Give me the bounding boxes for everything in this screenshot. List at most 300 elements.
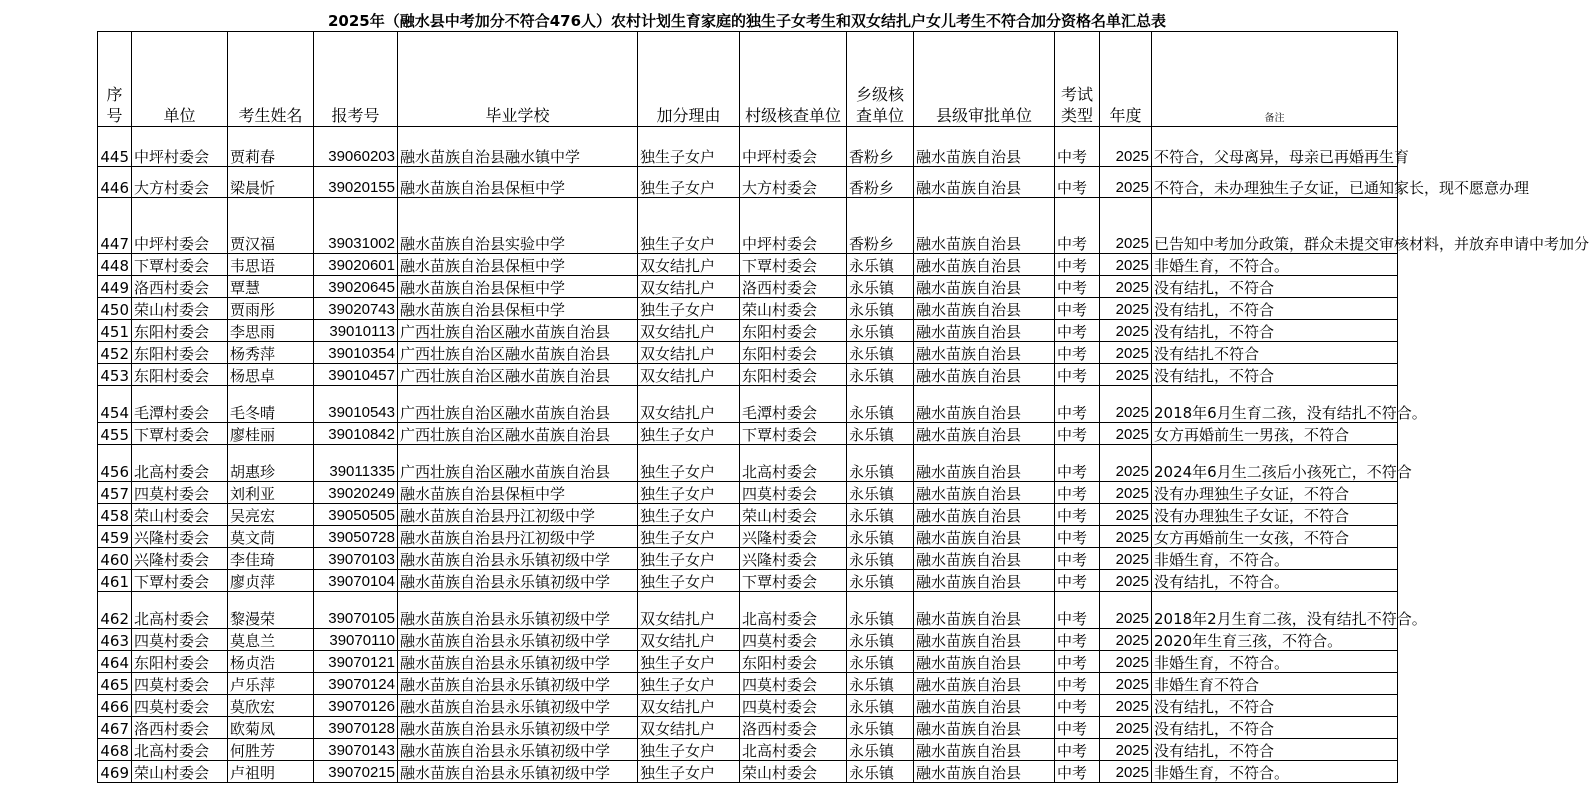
row-township: 永乐镇	[847, 386, 914, 423]
row-unit: 毛潭村委会	[132, 386, 228, 423]
row-county: 融水苗族自治县	[914, 629, 1055, 651]
row-exam-no: 39010113	[314, 320, 398, 342]
table-row	[98, 127, 1398, 167]
row-type: 中考	[1055, 526, 1100, 548]
row-village: 四莫村委会	[740, 695, 847, 717]
row-reason: 双女结扎户	[638, 320, 740, 342]
row-school: 广西壮族自治区融水苗族自治县	[398, 386, 638, 423]
table-row	[98, 167, 1398, 198]
row-type: 中考	[1055, 364, 1100, 386]
row-township: 永乐镇	[847, 739, 914, 761]
row-unit: 东阳村委会	[132, 320, 228, 342]
row-exam-no: 39070143	[314, 739, 398, 761]
table-row	[98, 548, 1398, 570]
row-no: 462	[98, 592, 132, 629]
table-row	[98, 717, 1398, 739]
row-name: 胡惠珍	[228, 445, 314, 482]
row-county: 融水苗族自治县	[914, 739, 1055, 761]
row-type: 中考	[1055, 423, 1100, 445]
row-note: 2018年2月生育二孩，没有结扎不符合。	[1152, 592, 1398, 629]
row-village: 四莫村委会	[740, 482, 847, 504]
row-no: 453	[98, 364, 132, 386]
row-name: 韦思语	[228, 254, 314, 276]
row-exam-no: 39070126	[314, 695, 398, 717]
row-year: 2025	[1100, 167, 1152, 198]
row-reason: 独生子女户	[638, 127, 740, 167]
row-county: 融水苗族自治县	[914, 445, 1055, 482]
row-township: 永乐镇	[847, 673, 914, 695]
row-no: 463	[98, 629, 132, 651]
row-exam-no: 39070105	[314, 592, 398, 629]
row-year: 2025	[1100, 673, 1152, 695]
row-village: 北高村委会	[740, 592, 847, 629]
row-name: 杨秀萍	[228, 342, 314, 364]
row-school: 融水苗族自治县融水镇中学	[398, 127, 638, 167]
row-school: 融水苗族自治县丹江初级中学	[398, 504, 638, 526]
row-note: 非婚生育，不符合。	[1152, 548, 1398, 570]
row-county: 融水苗族自治县	[914, 651, 1055, 673]
row-year: 2025	[1100, 276, 1152, 298]
row-village: 洛西村委会	[740, 717, 847, 739]
row-township: 永乐镇	[847, 423, 914, 445]
row-village: 荣山村委会	[740, 761, 847, 783]
row-township: 永乐镇	[847, 298, 914, 320]
row-year: 2025	[1100, 254, 1152, 276]
row-name: 贾汉福	[228, 198, 314, 254]
row-name: 廖贞萍	[228, 570, 314, 592]
row-township: 香粉乡	[847, 127, 914, 167]
row-year: 2025	[1100, 320, 1152, 342]
row-no: 454	[98, 386, 132, 423]
row-township: 香粉乡	[847, 167, 914, 198]
table-row	[98, 364, 1398, 386]
row-year: 2025	[1100, 364, 1152, 386]
row-unit: 洛西村委会	[132, 276, 228, 298]
row-village: 兴隆村委会	[740, 548, 847, 570]
row-reason: 双女结扎户	[638, 364, 740, 386]
row-note: 不符合，未办理独生子女证，已通知家长，现不愿意办理	[1152, 167, 1398, 198]
row-reason: 双女结扎户	[638, 342, 740, 364]
row-exam-no: 39020249	[314, 482, 398, 504]
row-year: 2025	[1100, 342, 1152, 364]
row-year: 2025	[1100, 592, 1152, 629]
row-unit: 北高村委会	[132, 445, 228, 482]
row-school: 融水苗族自治县保桓中学	[398, 276, 638, 298]
row-year: 2025	[1100, 570, 1152, 592]
row-exam-no: 39070215	[314, 761, 398, 783]
row-note: 没有结扎，不符合	[1152, 276, 1398, 298]
row-type: 中考	[1055, 629, 1100, 651]
header-exam-no: 报考号	[314, 32, 398, 127]
row-reason: 双女结扎户	[638, 276, 740, 298]
row-exam-no: 39010354	[314, 342, 398, 364]
table-row	[98, 198, 1398, 254]
row-exam-no: 39011335	[314, 445, 398, 482]
row-no: 451	[98, 320, 132, 342]
row-county: 融水苗族自治县	[914, 276, 1055, 298]
row-village: 北高村委会	[740, 445, 847, 482]
row-reason: 独生子女户	[638, 482, 740, 504]
row-type: 中考	[1055, 570, 1100, 592]
row-exam-no: 39031002	[314, 198, 398, 254]
row-county: 融水苗族自治县	[914, 127, 1055, 167]
eligibility-table	[97, 31, 1589, 783]
header-reason: 加分理由	[638, 32, 740, 127]
table-row	[98, 423, 1398, 445]
row-type: 中考	[1055, 276, 1100, 298]
row-reason: 独生子女户	[638, 739, 740, 761]
row-year: 2025	[1100, 629, 1152, 651]
row-no: 468	[98, 739, 132, 761]
row-unit: 兴隆村委会	[132, 526, 228, 548]
row-type: 中考	[1055, 342, 1100, 364]
row-village: 洛西村委会	[740, 276, 847, 298]
row-note: 2024年6月生二孩后小孩死亡，不符合	[1152, 445, 1398, 482]
row-village: 北高村委会	[740, 739, 847, 761]
row-village: 兴隆村委会	[740, 526, 847, 548]
row-village: 荣山村委会	[740, 504, 847, 526]
row-township: 永乐镇	[847, 717, 914, 739]
row-county: 融水苗族自治县	[914, 570, 1055, 592]
row-school: 融水苗族自治县永乐镇初级中学	[398, 548, 638, 570]
row-school: 融水苗族自治县永乐镇初级中学	[398, 761, 638, 783]
row-name: 杨思卓	[228, 364, 314, 386]
row-village: 四莫村委会	[740, 673, 847, 695]
row-village: 下覃村委会	[740, 570, 847, 592]
row-note: 没有结扎，不符合	[1152, 695, 1398, 717]
row-reason: 独生子女户	[638, 504, 740, 526]
row-school: 融水苗族自治县永乐镇初级中学	[398, 695, 638, 717]
row-note: 已告知中考加分政策，群众未提交审核材料，并放弃申请中考加分	[1152, 198, 1398, 254]
row-county: 融水苗族自治县	[914, 526, 1055, 548]
row-unit: 兴隆村委会	[132, 548, 228, 570]
row-year: 2025	[1100, 548, 1152, 570]
row-school: 广西壮族自治区融水苗族自治县	[398, 342, 638, 364]
row-reason: 独生子女户	[638, 548, 740, 570]
row-no: 466	[98, 695, 132, 717]
row-no: 467	[98, 717, 132, 739]
row-name: 欧菊凤	[228, 717, 314, 739]
row-school: 融水苗族自治县丹江初级中学	[398, 526, 638, 548]
row-exam-no: 39010842	[314, 423, 398, 445]
row-unit: 北高村委会	[132, 592, 228, 629]
row-unit: 荣山村委会	[132, 761, 228, 783]
row-school: 融水苗族自治县保桓中学	[398, 167, 638, 198]
row-school: 广西壮族自治区融水苗族自治县	[398, 320, 638, 342]
row-school: 广西壮族自治区融水苗族自治县	[398, 364, 638, 386]
row-village: 中坪村委会	[740, 198, 847, 254]
row-township: 永乐镇	[847, 761, 914, 783]
row-no: 456	[98, 445, 132, 482]
row-county: 融水苗族自治县	[914, 761, 1055, 783]
table-row	[98, 298, 1398, 320]
row-unit: 东阳村委会	[132, 364, 228, 386]
row-school: 融水苗族自治县保桓中学	[398, 254, 638, 276]
header-row	[98, 32, 1398, 127]
row-reason: 双女结扎户	[638, 254, 740, 276]
row-no: 461	[98, 570, 132, 592]
row-type: 中考	[1055, 673, 1100, 695]
row-name: 覃慧	[228, 276, 314, 298]
row-reason: 独生子女户	[638, 526, 740, 548]
row-school: 融水苗族自治县永乐镇初级中学	[398, 717, 638, 739]
row-type: 中考	[1055, 717, 1100, 739]
row-village: 中坪村委会	[740, 127, 847, 167]
row-county: 融水苗族自治县	[914, 695, 1055, 717]
row-village: 下覃村委会	[740, 254, 847, 276]
row-name: 毛冬晴	[228, 386, 314, 423]
row-no: 448	[98, 254, 132, 276]
row-reason: 独生子女户	[638, 570, 740, 592]
row-county: 融水苗族自治县	[914, 167, 1055, 198]
row-note: 没有结扎，不符合	[1152, 298, 1398, 320]
row-name: 李佳琦	[228, 548, 314, 570]
table-row	[98, 276, 1398, 298]
row-name: 莫息兰	[228, 629, 314, 651]
row-school: 融水苗族自治县永乐镇初级中学	[398, 651, 638, 673]
row-unit: 四莫村委会	[132, 629, 228, 651]
row-village: 毛潭村委会	[740, 386, 847, 423]
row-reason: 双女结扎户	[638, 592, 740, 629]
row-exam-no: 39070121	[314, 651, 398, 673]
row-exam-no: 39070104	[314, 570, 398, 592]
row-unit: 北高村委会	[132, 739, 228, 761]
row-county: 融水苗族自治县	[914, 423, 1055, 445]
row-type: 中考	[1055, 592, 1100, 629]
row-exam-no: 39010457	[314, 364, 398, 386]
row-note: 没有结扎，不符合	[1152, 364, 1398, 386]
table-row	[98, 526, 1398, 548]
row-township: 永乐镇	[847, 651, 914, 673]
row-county: 融水苗族自治县	[914, 504, 1055, 526]
row-year: 2025	[1100, 651, 1152, 673]
table-row	[98, 629, 1398, 651]
row-no: 459	[98, 526, 132, 548]
row-county: 融水苗族自治县	[914, 673, 1055, 695]
row-note: 非婚生育，不符合。	[1152, 651, 1398, 673]
row-note: 没有结扎，不符合	[1152, 717, 1398, 739]
table-row	[98, 592, 1398, 629]
row-type: 中考	[1055, 548, 1100, 570]
row-type: 中考	[1055, 445, 1100, 482]
row-year: 2025	[1100, 504, 1152, 526]
row-village: 东阳村委会	[740, 364, 847, 386]
row-unit: 下覃村委会	[132, 570, 228, 592]
row-no: 447	[98, 198, 132, 254]
row-school: 融水苗族自治县永乐镇初级中学	[398, 739, 638, 761]
row-exam-no: 39050728	[314, 526, 398, 548]
table-row	[98, 386, 1398, 423]
row-county: 融水苗族自治县	[914, 548, 1055, 570]
row-year: 2025	[1100, 717, 1152, 739]
header-county: 县级审批单位	[914, 32, 1055, 127]
row-exam-no: 39050505	[314, 504, 398, 526]
table-row	[98, 482, 1398, 504]
row-type: 中考	[1055, 761, 1100, 783]
table-body	[98, 127, 1589, 783]
row-school: 融水苗族自治县保桓中学	[398, 482, 638, 504]
row-township: 永乐镇	[847, 320, 914, 342]
row-no: 464	[98, 651, 132, 673]
row-no: 469	[98, 761, 132, 783]
row-township: 永乐镇	[847, 570, 914, 592]
row-year: 2025	[1100, 526, 1152, 548]
row-township: 永乐镇	[847, 592, 914, 629]
row-name: 贾雨彤	[228, 298, 314, 320]
row-reason: 双女结扎户	[638, 695, 740, 717]
row-exam-no: 39070110	[314, 629, 398, 651]
row-exam-no: 39070103	[314, 548, 398, 570]
row-reason: 独生子女户	[638, 761, 740, 783]
row-county: 融水苗族自治县	[914, 482, 1055, 504]
row-unit: 下覃村委会	[132, 254, 228, 276]
row-unit: 中坪村委会	[132, 198, 228, 254]
row-name: 李思雨	[228, 320, 314, 342]
row-reason: 独生子女户	[638, 423, 740, 445]
row-school: 融水苗族自治县永乐镇初级中学	[398, 673, 638, 695]
row-type: 中考	[1055, 320, 1100, 342]
row-exam-no: 39020743	[314, 298, 398, 320]
row-no: 458	[98, 504, 132, 526]
row-school: 融水苗族自治县实验中学	[398, 198, 638, 254]
row-township: 永乐镇	[847, 695, 914, 717]
row-no: 460	[98, 548, 132, 570]
row-note: 没有结扎不符合	[1152, 342, 1398, 364]
row-name: 何胜芳	[228, 739, 314, 761]
header-unit: 单位	[132, 32, 228, 127]
row-county: 融水苗族自治县	[914, 198, 1055, 254]
row-note: 没有结扎，不符合。	[1152, 570, 1398, 592]
row-township: 香粉乡	[847, 198, 914, 254]
row-type: 中考	[1055, 198, 1100, 254]
row-unit: 下覃村委会	[132, 423, 228, 445]
row-type: 中考	[1055, 127, 1100, 167]
header-type: 考试类型	[1055, 32, 1100, 127]
row-year: 2025	[1100, 386, 1152, 423]
table-row	[98, 254, 1398, 276]
row-name: 黎漫荣	[228, 592, 314, 629]
row-village: 荣山村委会	[740, 298, 847, 320]
header-no: 序号	[98, 32, 132, 127]
table-row	[98, 673, 1398, 695]
row-reason: 独生子女户	[638, 673, 740, 695]
row-unit: 四莫村委会	[132, 673, 228, 695]
row-note: 没有结扎，不符合	[1152, 739, 1398, 761]
row-note: 非婚生育不符合	[1152, 673, 1398, 695]
row-year: 2025	[1100, 739, 1152, 761]
table-row	[98, 570, 1398, 592]
row-name: 莫欣宏	[228, 695, 314, 717]
row-no: 445	[98, 127, 132, 167]
row-type: 中考	[1055, 695, 1100, 717]
row-note: 2020年生育三孩，不符合。	[1152, 629, 1398, 651]
row-exam-no: 39070124	[314, 673, 398, 695]
row-village: 四莫村委会	[740, 629, 847, 651]
row-county: 融水苗族自治县	[914, 592, 1055, 629]
row-township: 永乐镇	[847, 364, 914, 386]
row-name: 杨贞浩	[228, 651, 314, 673]
table-row	[98, 445, 1398, 482]
row-type: 中考	[1055, 298, 1100, 320]
table-row	[98, 739, 1398, 761]
row-township: 永乐镇	[847, 342, 914, 364]
row-no: 450	[98, 298, 132, 320]
row-no: 452	[98, 342, 132, 364]
row-unit: 东阳村委会	[132, 651, 228, 673]
table-row	[98, 695, 1398, 717]
row-no: 465	[98, 673, 132, 695]
row-year: 2025	[1100, 445, 1152, 482]
row-note: 没有结扎，不符合	[1152, 320, 1398, 342]
row-type: 中考	[1055, 651, 1100, 673]
header-village: 村级核查单位	[740, 32, 847, 127]
row-name: 贾莉春	[228, 127, 314, 167]
row-township: 永乐镇	[847, 254, 914, 276]
row-reason: 独生子女户	[638, 198, 740, 254]
row-type: 中考	[1055, 504, 1100, 526]
row-unit: 东阳村委会	[132, 342, 228, 364]
row-exam-no: 39020155	[314, 167, 398, 198]
row-village: 东阳村委会	[740, 342, 847, 364]
row-unit: 大方村委会	[132, 167, 228, 198]
row-year: 2025	[1100, 298, 1152, 320]
row-no: 455	[98, 423, 132, 445]
row-township: 永乐镇	[847, 445, 914, 482]
table-row	[98, 761, 1398, 783]
row-village: 东阳村委会	[740, 320, 847, 342]
row-note: 没有办理独生子女证，不符合	[1152, 504, 1398, 526]
row-year: 2025	[1100, 482, 1152, 504]
row-unit: 中坪村委会	[132, 127, 228, 167]
row-reason: 双女结扎户	[638, 386, 740, 423]
sheet-title: 2025年（融水县中考加分不符合476人）农村计划生育家庭的独生子女考生和双女结扎户女儿考生不符合加分资格名单汇总表	[327, 12, 1167, 30]
row-unit: 荣山村委会	[132, 298, 228, 320]
row-type: 中考	[1055, 386, 1100, 423]
row-school: 广西壮族自治区融水苗族自治县	[398, 423, 638, 445]
row-note: 不符合，父母离异，母亲已再婚再生育	[1152, 127, 1398, 167]
row-county: 融水苗族自治县	[914, 320, 1055, 342]
header-school: 毕业学校	[398, 32, 638, 127]
row-year: 2025	[1100, 198, 1152, 254]
row-unit: 四莫村委会	[132, 695, 228, 717]
row-type: 中考	[1055, 482, 1100, 504]
row-unit: 四莫村委会	[132, 482, 228, 504]
table-row	[98, 342, 1398, 364]
row-reason: 独生子女户	[638, 298, 740, 320]
row-name: 刘利亚	[228, 482, 314, 504]
row-village: 东阳村委会	[740, 651, 847, 673]
row-note: 2018年6月生育二孩，没有结扎不符合。	[1152, 386, 1398, 423]
row-reason: 独生子女户	[638, 651, 740, 673]
row-township: 永乐镇	[847, 629, 914, 651]
row-unit: 荣山村委会	[132, 504, 228, 526]
row-type: 中考	[1055, 167, 1100, 198]
row-name: 卢乐萍	[228, 673, 314, 695]
row-township: 永乐镇	[847, 504, 914, 526]
row-school: 融水苗族自治县保桓中学	[398, 298, 638, 320]
row-county: 融水苗族自治县	[914, 342, 1055, 364]
row-no: 457	[98, 482, 132, 504]
row-note: 女方再婚前生一男孩，不符合	[1152, 423, 1398, 445]
table-row	[98, 504, 1398, 526]
row-exam-no: 39070128	[314, 717, 398, 739]
row-year: 2025	[1100, 695, 1152, 717]
table-row	[98, 320, 1398, 342]
row-unit: 洛西村委会	[132, 717, 228, 739]
row-year: 2025	[1100, 127, 1152, 167]
row-township: 永乐镇	[847, 548, 914, 570]
row-reason: 独生子女户	[638, 445, 740, 482]
